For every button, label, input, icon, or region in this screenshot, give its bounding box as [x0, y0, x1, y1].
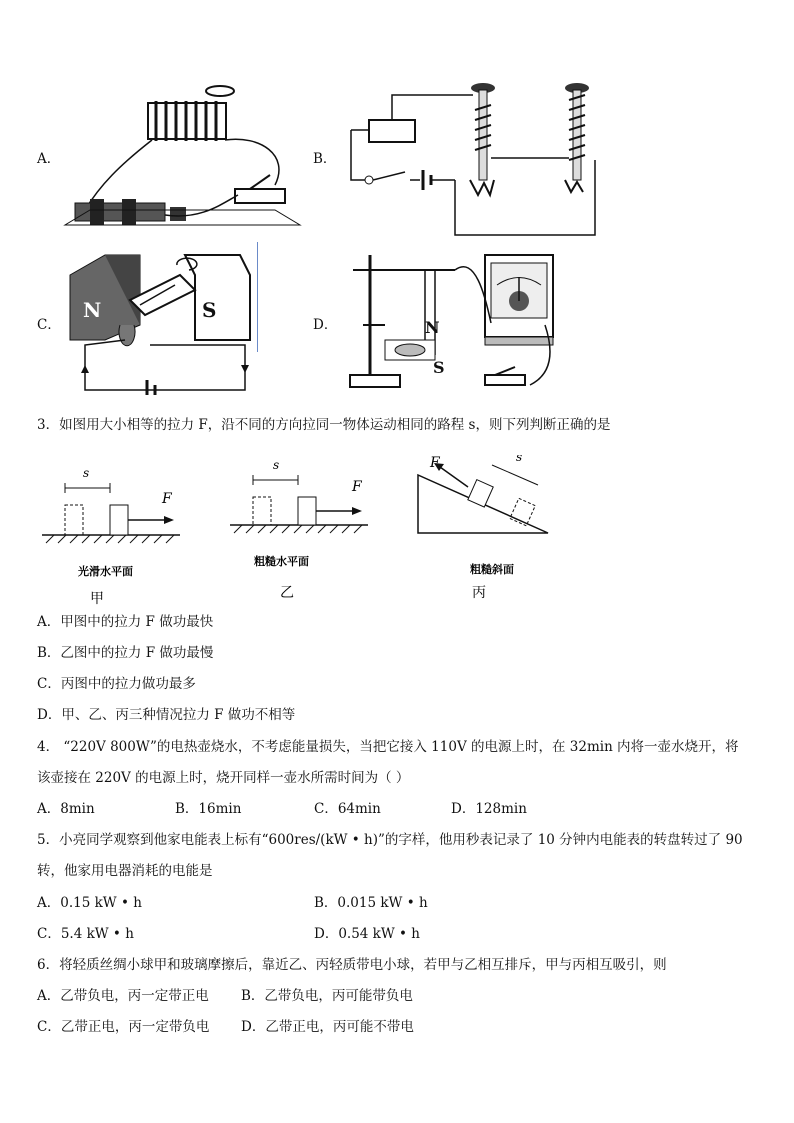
figure-yi-label: 乙 [280, 585, 294, 601]
option-b-label: B． [313, 151, 337, 167]
option-c-label: C． [37, 317, 61, 333]
question-5-line2: 转，他家用电器消耗的电能是 [37, 863, 213, 879]
q4-option-d: D．128min [451, 801, 527, 817]
option-a-label: A． [37, 151, 61, 167]
magnet-s-label-d: S [433, 358, 445, 377]
figure-c-motor [65, 245, 265, 395]
divider-line [257, 242, 258, 352]
f-label-3: F [430, 455, 440, 471]
caption-rough-incline: 粗糙斜面 [470, 563, 514, 576]
option-d-label: D． [313, 317, 338, 333]
caption-rough-horizontal: 粗糙水平面 [254, 555, 309, 568]
caption-smooth-horizontal: 光滑水平面 [78, 565, 133, 578]
q4-option-c: C．64min [314, 801, 381, 817]
q3-option-d: D．甲、乙、丙三种情况拉力 F 做功不相等 [37, 707, 296, 723]
figure-b-electromagnets [345, 80, 605, 240]
q3-option-b: B．乙图中的拉力 F 做功最慢 [37, 645, 214, 661]
magnet-n-label-d: N [425, 318, 440, 337]
q6-option-c: C．乙带正电，丙一定带负电 [37, 1019, 210, 1035]
f-label-2: F [352, 479, 362, 495]
q3-option-a: A．甲图中的拉力 F 做功最快 [37, 614, 214, 630]
s-label-2: s [273, 458, 280, 472]
magnet-s-label: S [202, 298, 217, 322]
question-4-line2: 该壶接在 220V 的电源上时，烧开同样一壶水所需时间为（ ） [37, 770, 410, 786]
figure-jia-label: 甲 [90, 591, 104, 605]
q5-option-d: D．0.54 kW • h [314, 926, 420, 942]
question-3-figure [40, 455, 560, 605]
question-5-line1: 5．小亮同学观察到他家电能表上标有“600res/(kW • h)”的字样，他用秒表记录了 10 分钟内电能表的转盘转过了 90 [37, 832, 743, 848]
q6-option-b: B．乙带负电，丙可能带负电 [241, 988, 413, 1004]
question-6-stem: 6．将轻质丝绸小球甲和玻璃摩擦后，靠近乙、丙轻质带电小球，若甲与乙相互排斥，甲与丙相互吸引，则 [37, 957, 667, 973]
q5-option-a: A．0.15 kW • h [37, 895, 142, 911]
q6-option-a: A．乙带负电，丙一定带正电 [37, 988, 209, 1004]
figure-bing-label: 丙 [472, 585, 486, 601]
q4-option-a: A．8min [37, 801, 95, 817]
q5-option-c: C．5.4 kW • h [37, 926, 134, 942]
figure-d-galvanometer [345, 245, 575, 395]
f-label-1: F [162, 491, 172, 507]
question-3-stem: 3．如图用大小相等的拉力 F，沿不同的方向拉同一物体运动相同的路程 s，则下列判断正确的是 [37, 417, 611, 433]
q5-option-b: B．0.015 kW • h [314, 895, 428, 911]
question-4-line1: 4． “220V 800W”的电热壶烧水，不考虑能量损失，当把它接入 110V 的电源上时，在 32min 内将一壶水烧开，将 [37, 739, 739, 755]
figure-a-electromagnet [60, 85, 310, 235]
magnet-n-label: N [83, 298, 102, 322]
q6-option-d: D．乙带正电，丙可能不带电 [241, 1019, 414, 1035]
s-label-1: s [83, 466, 90, 480]
q3-option-c: C．丙图中的拉力做功最多 [37, 676, 196, 692]
q4-option-b: B．16min [175, 801, 242, 817]
s-label-3: s [516, 455, 523, 464]
